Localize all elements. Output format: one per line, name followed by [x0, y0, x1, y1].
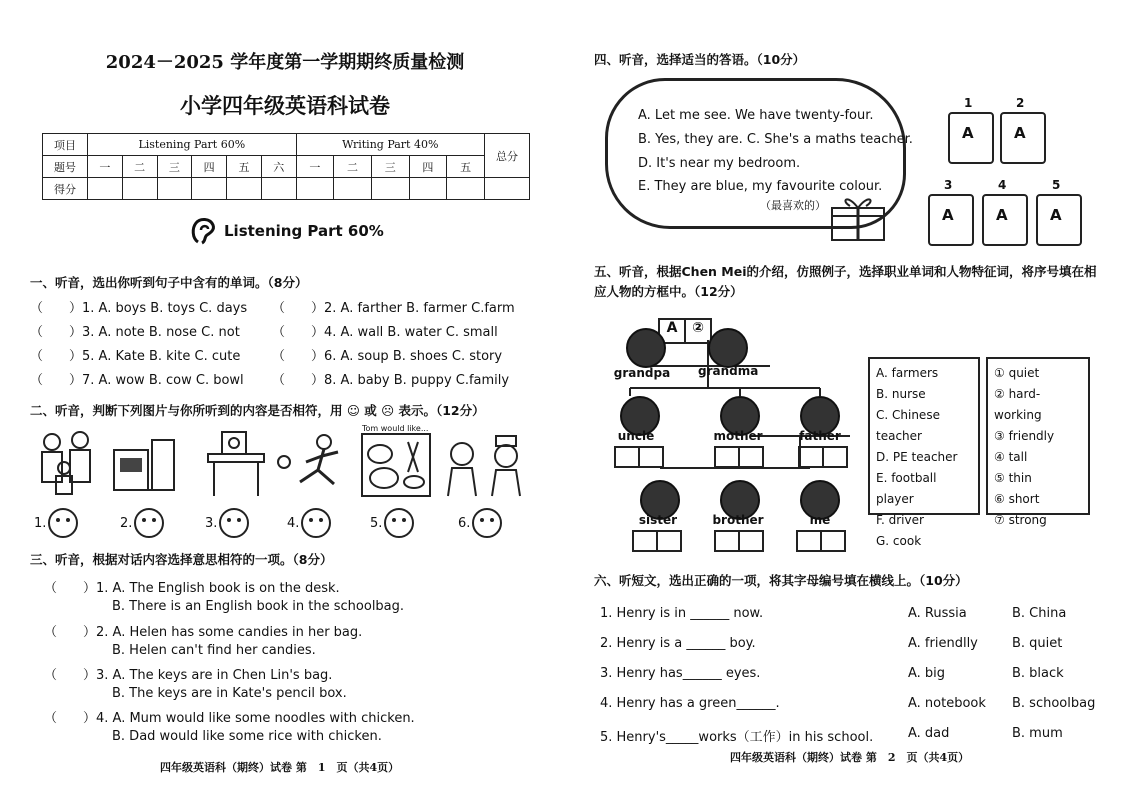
answer-box-pair[interactable]: [798, 446, 846, 472]
answer-face-3[interactable]: [205, 508, 249, 538]
section1-item[interactable]: （ ）8. A. baby B. puppy C.family: [272, 373, 510, 388]
person-label: grandpa: [613, 366, 671, 380]
option-a[interactable]: A. notebook: [908, 696, 986, 711]
option-a[interactable]: A. Russia: [908, 606, 967, 621]
section3-line: B. Dad would like some rice with chicken.: [112, 729, 382, 744]
trait-option: ① quiet: [994, 366, 1040, 380]
score-cell[interactable]: [157, 178, 192, 200]
question-number: 五: [227, 156, 262, 178]
section3-line: B. The keys are in Kate's pencil box.: [112, 686, 347, 701]
answer-cell[interactable]: [796, 530, 822, 552]
listening-heading-text: Listening Part 60%: [224, 222, 384, 240]
answer-face-4[interactable]: [287, 508, 331, 538]
question-number: 一: [88, 156, 123, 178]
gift-number: 5: [1052, 178, 1061, 192]
total-label: 总分: [485, 134, 530, 178]
person-label: grandma: [698, 364, 759, 378]
total-score-cell[interactable]: [485, 178, 530, 200]
person-label: mother: [713, 429, 763, 443]
person-label: uncle: [617, 429, 655, 443]
picture-caption: Tom would like...: [362, 424, 429, 433]
listening-part-label: Listening Part 60%: [88, 134, 297, 156]
section1-item[interactable]: （ ）4. A. wall B. water C. small: [272, 325, 498, 340]
football-player-picture: [274, 432, 354, 502]
section6-title: 六、听短文，选出正确的一项，将其字母编号填在横线上。（10分）: [594, 573, 968, 588]
gift-letter: A: [962, 124, 974, 142]
picture-number: 2.: [120, 515, 133, 531]
job-option: A. farmers: [876, 366, 939, 380]
job-option: G. cook: [876, 534, 922, 548]
gift-number: 3: [944, 178, 953, 192]
answer-box-pair[interactable]: [632, 530, 680, 556]
avatar: [708, 328, 748, 368]
kitchen-picture: [108, 430, 180, 498]
score-cell[interactable]: [192, 178, 227, 200]
section1-item[interactable]: （ ）7. A. wow B. cow C. bowl: [30, 373, 244, 388]
trait-option: ② hard-working: [994, 387, 1042, 422]
answer-face-6[interactable]: [458, 508, 502, 538]
answer-face-1[interactable]: [34, 508, 78, 538]
section1-item[interactable]: （ ）6. A. soup B. shoes C. story: [272, 349, 503, 364]
page-footer: 四年级英语科（期终）试卷 第 2 页（共4页）: [730, 751, 970, 764]
answer-cell[interactable]: [656, 530, 682, 552]
score-cell[interactable]: [227, 178, 262, 200]
score-cell[interactable]: [409, 178, 447, 200]
section3-line: B. Helen can't find her candies.: [112, 643, 316, 658]
trait-option: ③ friendly: [994, 429, 1055, 443]
picture-number: 6.: [458, 515, 471, 531]
gift-number: 4: [998, 178, 1007, 192]
answer-cell[interactable]: [738, 530, 764, 552]
answer-box-pair[interactable]: [714, 530, 762, 556]
section1-title: 一、听音，选出你听到句子中含有的单词。（8分）: [30, 275, 308, 290]
gift-3[interactable]: [928, 178, 974, 246]
gift-letter: A: [1050, 206, 1062, 224]
section3-line[interactable]: （ ）4. A. Mum would like some noodles with chicken.: [44, 711, 415, 726]
answer-cell[interactable]: [738, 446, 764, 468]
score-row-label: 题号: [43, 156, 88, 178]
option-a[interactable]: A. big: [908, 666, 946, 681]
job-option: E. football player: [876, 471, 937, 506]
page-subtitle: 小学四年级英语科试卷: [180, 93, 390, 118]
person-label: father: [799, 429, 841, 443]
gift-number: 1: [964, 96, 973, 110]
cloud-option: D. It's near my bedroom.: [638, 156, 801, 171]
person-label: me: [809, 513, 831, 527]
question-number: 四: [192, 156, 227, 178]
option-a[interactable]: A. dad: [908, 726, 950, 741]
picture-number: 4.: [287, 515, 300, 531]
gift-1[interactable]: [948, 96, 994, 164]
question-text[interactable]: 5. Henry's_____works（工作）in his school.: [600, 730, 874, 745]
face-icon[interactable]: [219, 508, 249, 538]
option-b[interactable]: B. mum: [1012, 726, 1063, 741]
answer-box-pair[interactable]: [714, 446, 762, 472]
cloud-option: A. Let me see. We have twenty-four.: [638, 108, 874, 123]
score-row-label: 得分: [43, 178, 88, 200]
answer-cell[interactable]: [820, 530, 846, 552]
trait-option: ⑥ short: [994, 492, 1040, 506]
score-cell[interactable]: [122, 178, 157, 200]
question-number: 四: [409, 156, 447, 178]
score-cell[interactable]: [88, 178, 123, 200]
job-option: C. Chinese teacher: [876, 408, 940, 443]
section2-title: 二、听音，判断下列图片与你所听到的内容是否相符，用 ☺ 或 ☹ 表示。（12分）: [30, 403, 485, 418]
section4-title: 四、听音，选择适当的答语。（10分）: [594, 52, 806, 67]
answer-cell[interactable]: [714, 446, 740, 468]
question-number: 三: [157, 156, 192, 178]
cloud-option: E. They are blue, my favourite colour.: [638, 179, 883, 194]
answer-box-pair[interactable]: [614, 446, 662, 472]
option-b[interactable]: B. schoolbag: [1012, 696, 1096, 711]
answer-cell[interactable]: [614, 446, 640, 468]
section3-line: B. There is an English book in the schoolbag.: [112, 599, 405, 614]
cloud-option: B. Yes, they are. C. She's a maths teacher.: [638, 132, 913, 147]
ear-icon: [190, 216, 216, 246]
trait-option: ④ tall: [994, 450, 1028, 464]
section3-line[interactable]: （ ）3. A. The keys are in Chen Lin's bag.: [44, 668, 333, 683]
score-cell[interactable]: [447, 178, 485, 200]
answer-box-pair[interactable]: [796, 530, 844, 556]
cloud-note: （最喜欢的）: [760, 199, 826, 212]
gift-2[interactable]: [1000, 96, 1046, 164]
section1-item[interactable]: （ ）1. A. boys B. toys C. days: [30, 301, 248, 316]
section1-item[interactable]: （ ）2. A. farther B. farmer C.farm: [272, 301, 515, 316]
answer-cell[interactable]: [632, 530, 658, 552]
food-picture: [360, 432, 432, 498]
picture-number: 5.: [370, 515, 383, 531]
traits-list: [986, 357, 1090, 527]
job-option: D. PE teacher: [876, 450, 958, 464]
picture-number: 3.: [205, 515, 218, 531]
section5-title: 五、听音，根据Chen Mei的介绍，仿照例子，选择职业单词和人物特征词，将序号填在相应人物的方框中。（12分）: [594, 264, 1097, 299]
answer-face-5[interactable]: [370, 508, 414, 538]
picture-number: 1.: [34, 515, 47, 531]
score-row-label: 项目: [43, 134, 88, 156]
gift-box-icon: [828, 190, 888, 242]
gift-letter: A: [1014, 124, 1026, 142]
question-number: 五: [447, 156, 485, 178]
page-title: 2024－2025 学年度第一学期期终质量检测: [105, 52, 465, 73]
section3-line[interactable]: （ ）2. A. Helen has some candies in her bag.: [44, 625, 363, 640]
question-number: 一: [296, 156, 334, 178]
face-icon[interactable]: [472, 508, 502, 538]
answer-cell[interactable]: [714, 530, 740, 552]
face-icon[interactable]: [48, 508, 78, 538]
option-a[interactable]: A. friendlly: [908, 636, 978, 651]
gift-4[interactable]: [982, 178, 1028, 246]
section3-title: 三、听音，根据对话内容选择意思相符的一项。（8分）: [30, 552, 333, 567]
option-b[interactable]: B. black: [1012, 666, 1064, 681]
trait-option: ⑤ thin: [994, 471, 1032, 485]
score-cell[interactable]: [261, 178, 296, 200]
score-cell[interactable]: [371, 178, 409, 200]
person-label: brother: [712, 513, 764, 527]
answer-cell[interactable]: [638, 446, 664, 468]
section3-line[interactable]: （ ）1. A. The English book is on the desk.: [44, 581, 340, 596]
question-number: 二: [334, 156, 372, 178]
family-picture: [34, 428, 104, 498]
score-table: [42, 133, 530, 200]
question-text[interactable]: 3. Henry has______ eyes.: [600, 666, 761, 681]
job-option: F. driver: [876, 513, 924, 527]
question-text[interactable]: 4. Henry has a green______.: [600, 696, 780, 711]
gift-number: 2: [1016, 96, 1025, 110]
question-number: 三: [371, 156, 409, 178]
score-cell[interactable]: [296, 178, 334, 200]
answer-cell[interactable]: [822, 446, 848, 468]
answer-face-2[interactable]: [120, 508, 164, 538]
listening-heading: [190, 216, 384, 246]
face-icon[interactable]: [301, 508, 331, 538]
question-number: 六: [261, 156, 296, 178]
question-number: 二: [122, 156, 157, 178]
answer-cell[interactable]: [798, 446, 824, 468]
page-footer: 四年级英语科（期终）试卷 第 1 页（共4页）: [160, 761, 400, 774]
desk-picture: [200, 424, 270, 498]
section1-item[interactable]: （ ）3. A. note B. nose C. not: [30, 325, 240, 340]
face-icon[interactable]: [384, 508, 414, 538]
face-icon[interactable]: [134, 508, 164, 538]
example-trait: ②: [692, 320, 704, 336]
trait-option: ⑦ strong: [994, 513, 1047, 527]
job-option: B. nurse: [876, 387, 926, 401]
example-job: A: [660, 320, 686, 342]
nurse-cook-picture: [440, 432, 530, 498]
jobs-list: [868, 357, 980, 548]
option-b[interactable]: B. quiet: [1012, 636, 1063, 651]
score-cell[interactable]: [334, 178, 372, 200]
gift-letter: A: [942, 206, 954, 224]
person-label: sister: [638, 513, 678, 527]
writing-part-label: Writing Part 40%: [296, 134, 484, 156]
gift-5[interactable]: [1036, 178, 1082, 246]
question-text[interactable]: 1. Henry is in ______ now.: [600, 606, 764, 621]
question-text[interactable]: 2. Henry is a ______ boy.: [600, 636, 756, 651]
gift-letter: A: [996, 206, 1008, 224]
option-b[interactable]: B. China: [1012, 606, 1067, 621]
section1-item[interactable]: （ ）5. A. Kate B. kite C. cute: [30, 349, 241, 364]
avatar: [626, 328, 666, 368]
